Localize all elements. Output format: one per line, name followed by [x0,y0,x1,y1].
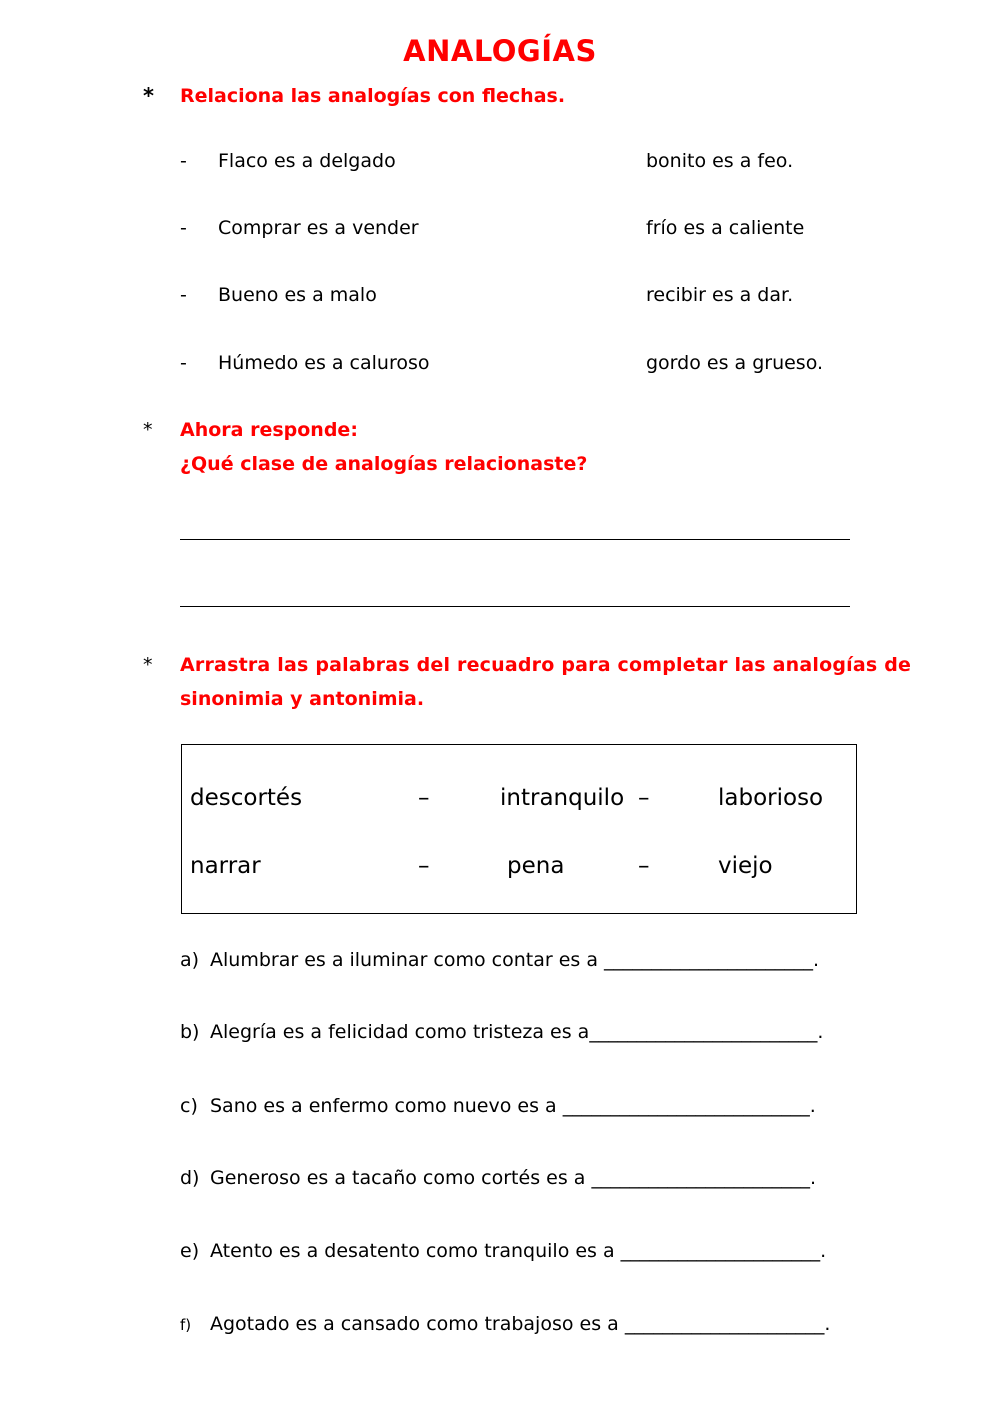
analogy-right-1[interactable]: bonito es a feo. [646,150,794,172]
word-separator: – [418,853,430,879]
list-dash: - [180,150,187,172]
question-text: Agotado es a cansado como trabajoso es a _____________________. [210,1313,831,1335]
bullet-asterisk: * [143,419,153,441]
question-text: Atento es a desatento como tranquilo es a _____________________. [210,1240,827,1262]
question-label: f) [180,1316,192,1334]
word-separator: – [418,785,430,811]
question-d[interactable] [180,1167,816,1189]
list-dash: - [180,217,187,239]
analogy-left-3[interactable]: Bueno es a malo [218,284,377,306]
question-c[interactable] [180,1095,816,1117]
word-bank-word[interactable]: viejo [718,853,773,879]
question-label: d) [180,1167,200,1189]
question-a[interactable] [180,949,819,971]
analogy-left-2[interactable]: Comprar es a vender [218,217,419,239]
analogy-left-1[interactable]: Flaco es a delgado [218,150,396,172]
instruction-drag-words-line1: Arrastra las palabras del recuadro para completar las analogías de [180,654,912,676]
word-separator: – [638,853,650,879]
question-text: Alumbrar es a iluminar como contar es a ______________________. [210,949,820,971]
analogy-right-3[interactable]: recibir es a dar. [646,284,794,306]
question-f[interactable] [180,1313,830,1335]
instruction-drag-words-line2: sinonimia y antonimia. [180,688,425,710]
question-analogy-type: ¿Qué clase de analogías relacionaste? [180,453,588,475]
word-bank-word[interactable]: laborioso [718,785,824,811]
word-separator: – [638,785,650,811]
list-dash: - [180,284,187,306]
word-bank-box [181,744,857,914]
page-title: ANALOGÍAS [403,34,597,68]
word-bank-word[interactable]: descortés [190,785,303,811]
question-text: Alegría es a felicidad como tristeza es a________________________. [210,1021,824,1043]
question-b[interactable] [180,1021,823,1043]
question-text: Sano es a enfermo como nuevo es a __________________________. [210,1095,816,1117]
word-bank-word[interactable]: intranquilo [500,785,625,811]
instruction-match-arrows: Relaciona las analogías con flechas. [180,85,566,107]
question-label: c) [180,1095,198,1117]
bullet-asterisk: * [143,84,154,108]
word-bank-word[interactable]: narrar [190,853,261,879]
word-bank-word[interactable]: pena [507,853,565,879]
analogy-right-4[interactable]: gordo es a grueso. [646,352,824,374]
question-label: e) [180,1240,200,1262]
analogy-right-2[interactable]: frío es a caliente [646,217,805,239]
question-label: a) [180,949,200,971]
question-label: b) [180,1021,200,1043]
question-e[interactable] [180,1240,826,1262]
answer-line-1[interactable] [180,539,850,540]
instruction-answer: Ahora responde: [180,419,358,441]
bullet-asterisk: * [143,654,153,676]
answer-line-2[interactable] [180,606,850,607]
question-text: Generoso es a tacaño como cortés es a _______________________. [210,1167,816,1189]
analogy-left-4[interactable]: Húmedo es a caluroso [218,352,430,374]
list-dash: - [180,352,187,374]
